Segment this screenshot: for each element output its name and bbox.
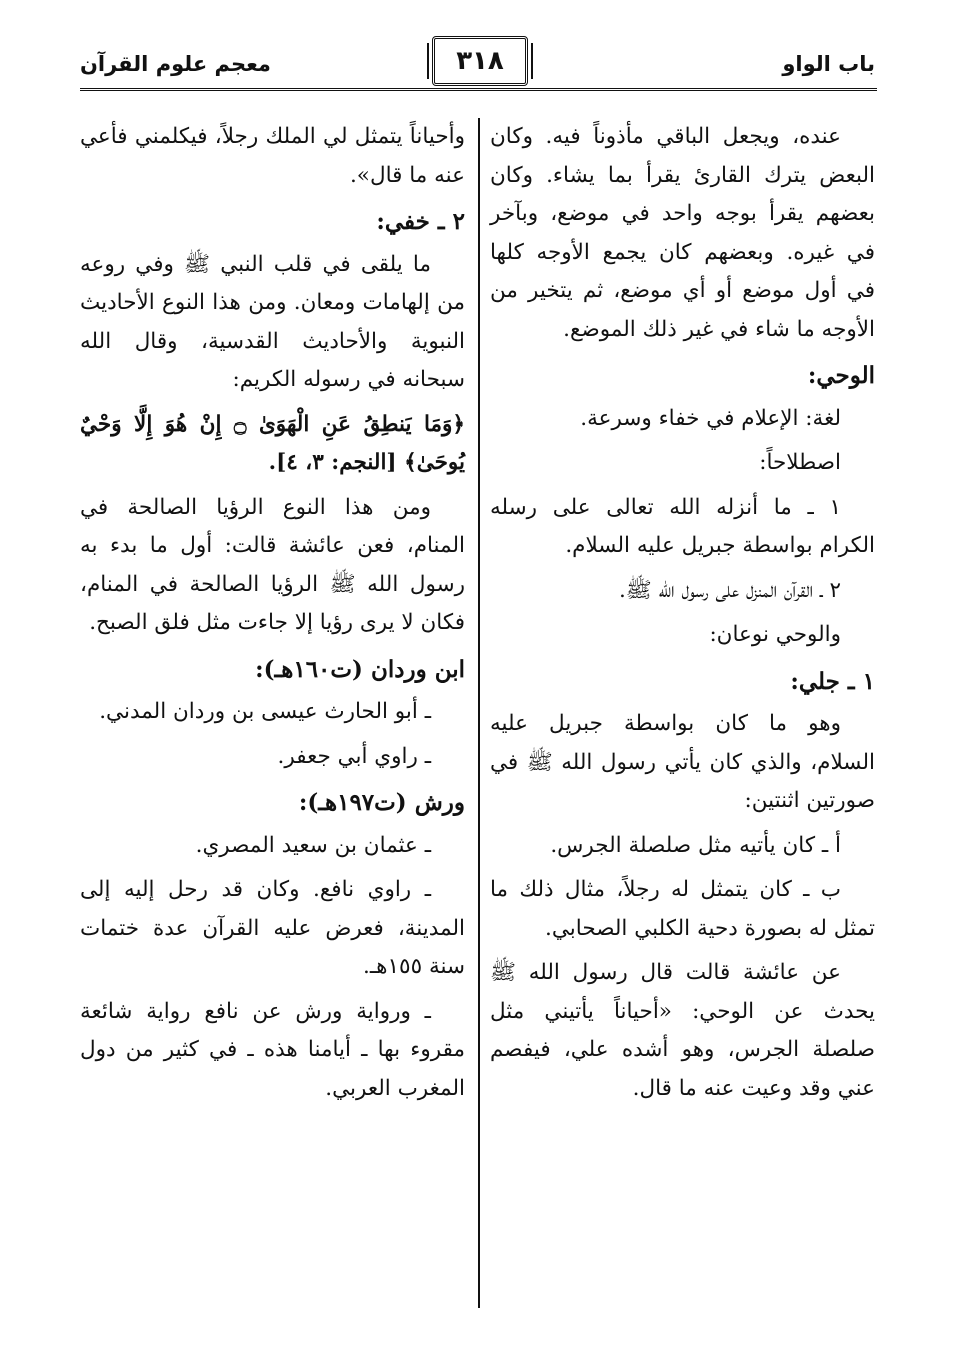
right-column <box>490 118 875 1114</box>
paragraph: وأحياناً يتمثل لي الملك رجلاً، فيكلمني فأعي عنه ما قال». <box>80 124 465 188</box>
entry-heading: الوحي: <box>807 362 875 389</box>
paragraph: ما يلقى في قلب النبي ﷺ وفي روعه من إلهامات ومعان. ومن هذا النوع الأحاديث النبوية والأحاديث القدسية، وقال الله سبحانه في رسوله الكريم: <box>80 251 465 392</box>
paragraph: وهو ما كان بواسطة جبريل عليه السلام، والذي كان يأتي رسول الله ﷺ في صورتين اثنتين: <box>490 711 875 813</box>
entry-heading: ابن وردان (ت١٦٠هـ): <box>255 655 465 683</box>
column-divider <box>478 118 480 1308</box>
paragraph: ـ راوي أبي جعفر. <box>277 743 431 769</box>
header-rule <box>80 88 877 91</box>
paragraph: اصطلاحاً: <box>759 450 841 475</box>
paragraph: أ ـ كان يأتيه مثل صلصلة الجرس. <box>550 832 841 858</box>
paragraph: عن عائشة قالت قال رسول الله ﷺ يحدث عن الوحي: «أحياناً يأتيني مثل صلصلة الجرس، وهو أشده علي، فيفصم عني وقد وعيت عنه ما قال. <box>490 960 875 1101</box>
subheading: ١ ـ جلي: <box>790 667 875 695</box>
paragraph: ب ـ كان يتمثل له رجلاً، مثال ذلك ما تمثل له بصورة دحية الكلبي الصحابي. <box>490 877 875 941</box>
paragraph: ـ أبو الحارث عيسى بن وردان المدني. <box>99 699 431 724</box>
paragraph: ١ ـ ما أنزله الله تعالى على رسله الكرام بواسطة جبريل عليه السلام. <box>490 494 875 558</box>
paragraph: لغة: الإعلام في خفاء وسرعة. <box>580 405 841 431</box>
paragraph: ٢ ـ القرآن المنزل على رسول الله ﷺ. <box>618 577 841 603</box>
quran-verse: ﴿وَمَا يَنطِقُ عَنِ الْهَوَىٰ ۝ إِنْ هُوَ إِلَّا وَحْيٌ يُوحَىٰ﴾ [النجم: ٣، ٤]. <box>80 411 465 475</box>
left-column <box>80 118 465 1114</box>
paragraph: عنده، ويجعل الباقي مأذوناً فيه. وكان البعض يترك القارئ يقرأ بما يشاء. وكان بعضهم يقرأ بوجه واحد في موضع، وبآخر في غيره. وبعضهم كان يجمع الأوجه كلها في أول موضع أو أي موضع، ثم يتخير من الأوجه ما شاء في غير ذلك الموضع. <box>490 124 875 342</box>
page-number: ٣١٨ <box>432 36 528 86</box>
chapter-title: باب الواو <box>782 52 875 76</box>
paragraph: والوحي نوعان: <box>709 622 841 647</box>
paragraph: ومن هذا النوع الرؤيا الصالحة في المنام، فعن عائشة قالت: أول ما بدء به رسول الله ﷺ الرؤيا الصالحة في المنام، فكان لا يرى رؤيا إلا جاءت مثل فلق الصبح. <box>80 494 465 635</box>
book-title: معجم علوم القرآن <box>80 52 271 76</box>
paragraph: ـ عثمان بن سعيد المصري. <box>195 832 431 858</box>
paragraph: ـ راوي نافع. وكان قد رحل إليه إلى المدينة، فعرض عليه القرآن عدة ختمات سنة ١٥٥هـ. <box>80 877 465 979</box>
paragraph: ـ ورواية ورش عن نافع رواية شائعة مقروء بها ـ أيامنا هذه ـ في كثير من دول المغرب العربي. <box>80 998 465 1101</box>
subheading: ٢ ـ خفي: <box>376 208 465 235</box>
entry-heading: ورش (ت١٩٧هـ): <box>298 789 465 816</box>
